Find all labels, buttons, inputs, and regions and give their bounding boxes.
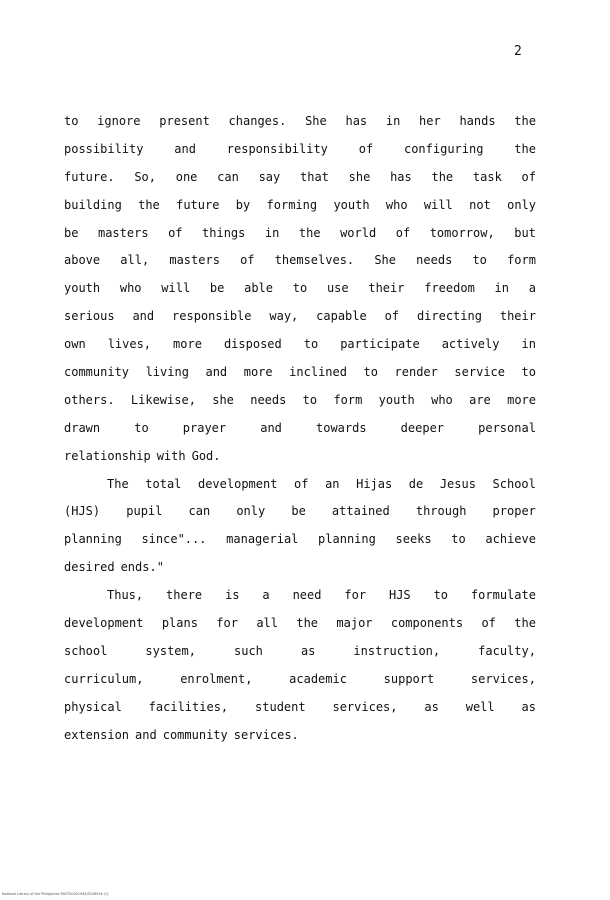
- word: plans: [161, 616, 198, 631]
- word: and: [260, 420, 282, 435]
- word: and: [132, 309, 155, 324]
- word: and: [135, 727, 157, 742]
- text-line: [64, 443, 536, 471]
- word: changes.: [228, 114, 287, 128]
- word: use: [326, 281, 349, 296]
- word: more: [507, 392, 536, 407]
- text-line: [64, 247, 536, 275]
- word: academic: [289, 671, 347, 686]
- text-line: [64, 694, 536, 722]
- word: needs: [416, 253, 453, 268]
- word: the: [514, 114, 536, 128]
- word: forming: [266, 197, 318, 212]
- word: the: [138, 197, 160, 212]
- word: there: [166, 588, 203, 603]
- word: formulate: [470, 588, 536, 603]
- footer-note: National Library of the Philippines RS0T00001944/0108916 (1): [2, 892, 109, 896]
- word: in: [521, 337, 536, 352]
- word: attained: [331, 504, 390, 519]
- word: drawn: [64, 420, 101, 435]
- word: proper: [492, 504, 536, 519]
- word: above: [64, 253, 101, 268]
- word: to: [521, 365, 536, 380]
- word: actively: [441, 337, 500, 352]
- word: but: [514, 225, 536, 240]
- word: Hijas: [356, 476, 393, 491]
- word: services,: [332, 699, 398, 714]
- text-line: [64, 331, 536, 359]
- text-line: [64, 164, 536, 192]
- word: Thus,: [107, 588, 144, 603]
- text-line: [64, 471, 536, 499]
- word: prayer: [182, 420, 227, 435]
- word: facilities,: [148, 699, 229, 714]
- word: components: [390, 616, 464, 631]
- word: enrolment,: [180, 671, 253, 686]
- word: form: [507, 253, 536, 268]
- word: pupil: [126, 504, 163, 519]
- word: who: [119, 281, 142, 296]
- word: in: [385, 114, 401, 128]
- word: curriculum,: [64, 671, 144, 686]
- text-line: [64, 722, 536, 750]
- word: faculty,: [478, 643, 536, 658]
- word: needs: [250, 392, 287, 407]
- word: only: [507, 197, 536, 212]
- text-line: [64, 666, 536, 694]
- text-line: [64, 498, 536, 526]
- word: total: [145, 476, 182, 491]
- word: are: [469, 392, 491, 407]
- body-text: [64, 108, 536, 749]
- word: and: [205, 365, 228, 380]
- word: HJS: [388, 588, 411, 603]
- word: that: [300, 169, 329, 184]
- word: own: [64, 337, 86, 352]
- word: all: [256, 616, 279, 631]
- word: tomorrow,: [429, 225, 495, 240]
- word: of: [395, 225, 411, 240]
- word: as: [300, 643, 316, 658]
- word: School: [492, 476, 536, 491]
- word: possibility: [64, 141, 144, 156]
- word: instruction,: [353, 643, 441, 658]
- word: responsibility: [226, 141, 328, 156]
- word: Likewise,: [130, 392, 196, 407]
- word: the: [298, 225, 321, 240]
- word: extension: [64, 727, 130, 742]
- word: service: [454, 365, 505, 380]
- word: since"...: [141, 532, 207, 547]
- word: She: [305, 114, 327, 128]
- word: as: [521, 699, 536, 714]
- text-line: [64, 582, 536, 610]
- word: form: [333, 392, 363, 407]
- text-line: [64, 387, 536, 415]
- word: her: [419, 114, 441, 128]
- word: the: [431, 169, 454, 184]
- word: be: [291, 504, 306, 519]
- word: need: [292, 588, 322, 603]
- word: world: [340, 225, 377, 240]
- word: masters: [97, 225, 149, 240]
- word: participate: [340, 337, 420, 352]
- word: physical: [64, 699, 122, 714]
- word: to: [472, 253, 487, 268]
- word: to: [64, 114, 79, 128]
- word: one: [175, 169, 198, 184]
- text-line: [64, 610, 536, 638]
- word: she: [348, 169, 371, 184]
- word: of: [358, 141, 374, 156]
- text-line: [64, 220, 536, 248]
- word: of: [521, 169, 536, 184]
- word: de: [408, 476, 424, 491]
- word: school: [64, 643, 108, 658]
- word: will: [161, 281, 191, 296]
- word: able: [244, 281, 274, 296]
- text-line: [64, 359, 536, 387]
- word: services,: [470, 671, 536, 686]
- word: configuring: [403, 141, 484, 156]
- word: ends.": [120, 560, 164, 575]
- word: student: [255, 699, 306, 714]
- word: has: [345, 114, 368, 128]
- word: directing: [416, 309, 482, 324]
- word: freedom: [424, 281, 475, 296]
- text-line: [64, 303, 536, 331]
- word: and: [174, 141, 196, 156]
- word: in: [264, 225, 280, 240]
- word: who: [385, 197, 408, 212]
- word: render: [394, 365, 438, 380]
- word: inclined: [289, 365, 347, 380]
- word: capable: [316, 309, 367, 324]
- word: more: [173, 337, 202, 352]
- word: God.: [191, 448, 221, 463]
- word: will: [423, 197, 453, 212]
- word: desired: [64, 560, 115, 575]
- word: to: [451, 532, 466, 547]
- word: be: [64, 225, 79, 240]
- word: towards: [316, 420, 367, 435]
- word: their: [368, 281, 405, 296]
- text-line: [64, 415, 536, 443]
- word: seeks: [395, 532, 432, 547]
- word: things: [202, 225, 246, 240]
- word: can: [188, 504, 211, 519]
- word: to: [363, 365, 378, 380]
- word: way,: [269, 309, 299, 324]
- text-line: [64, 136, 536, 164]
- word: major: [336, 616, 373, 631]
- word: support: [383, 671, 435, 686]
- word: hands: [459, 114, 496, 128]
- word: development: [64, 616, 144, 631]
- word: to: [433, 588, 449, 603]
- word: of: [481, 616, 496, 631]
- word: present: [159, 114, 210, 128]
- word: who: [431, 392, 453, 407]
- word: is: [225, 588, 240, 603]
- word: Jesus: [439, 476, 476, 491]
- word: responsible: [172, 309, 252, 324]
- word: development: [197, 476, 278, 491]
- word: of: [168, 225, 183, 240]
- word: system,: [145, 643, 196, 658]
- word: more: [243, 365, 273, 380]
- word: for: [216, 616, 238, 631]
- text-line: [64, 108, 536, 136]
- word: achieve: [485, 532, 536, 547]
- word: as: [424, 699, 439, 714]
- word: themselves.: [274, 253, 355, 268]
- word: community: [162, 727, 228, 742]
- word: managerial: [226, 532, 299, 547]
- word: be: [209, 281, 225, 296]
- word: disposed: [223, 337, 282, 352]
- word: to: [302, 392, 318, 407]
- text-line: [64, 526, 536, 554]
- text-line: [64, 275, 536, 303]
- word: future.: [64, 169, 115, 184]
- text-line: [64, 554, 536, 582]
- word: building: [64, 197, 122, 212]
- word: ignore: [97, 114, 141, 128]
- word: well: [465, 699, 495, 714]
- word: only: [236, 504, 266, 519]
- word: can: [217, 169, 239, 184]
- word: of: [384, 309, 400, 324]
- word: of: [240, 253, 255, 268]
- word: the: [514, 141, 536, 156]
- word: the: [296, 616, 319, 631]
- word: through: [415, 504, 467, 519]
- word: youth: [64, 281, 101, 296]
- word: of: [294, 476, 309, 491]
- word: to: [303, 337, 319, 352]
- word: she: [212, 392, 234, 407]
- word: serious: [64, 309, 115, 324]
- word: with: [156, 448, 186, 463]
- page-number: 2: [514, 44, 522, 59]
- word: services.: [233, 727, 299, 742]
- word: youth: [378, 392, 415, 407]
- word: for: [344, 588, 367, 603]
- word: to: [292, 281, 308, 296]
- word: So,: [134, 169, 156, 184]
- word: a: [262, 588, 270, 603]
- word: living: [145, 365, 189, 380]
- word: masters: [169, 253, 220, 268]
- word: in: [494, 281, 509, 296]
- word: future: [176, 197, 220, 212]
- word: personal: [478, 420, 536, 435]
- word: such: [234, 643, 263, 658]
- word: has: [390, 169, 412, 184]
- word: She: [374, 253, 397, 268]
- word: relationship: [64, 448, 151, 463]
- word: (HJS): [64, 504, 101, 519]
- text-line: [64, 192, 536, 220]
- word: youth: [333, 197, 370, 212]
- word: community: [64, 365, 130, 380]
- word: others.: [64, 392, 115, 407]
- word: lives,: [107, 337, 152, 352]
- word: all,: [120, 253, 150, 268]
- word: The: [107, 476, 129, 491]
- word: planning: [318, 532, 376, 547]
- word: an: [325, 476, 340, 491]
- word: deeper: [400, 420, 445, 435]
- word: their: [499, 309, 536, 324]
- word: not: [469, 197, 491, 212]
- word: by: [235, 197, 251, 212]
- word: planning: [64, 532, 122, 547]
- word: say: [258, 169, 281, 184]
- word: to: [134, 420, 149, 435]
- word: task: [472, 169, 502, 184]
- text-line: [64, 638, 536, 666]
- word: the: [514, 616, 536, 631]
- word: a: [528, 281, 536, 296]
